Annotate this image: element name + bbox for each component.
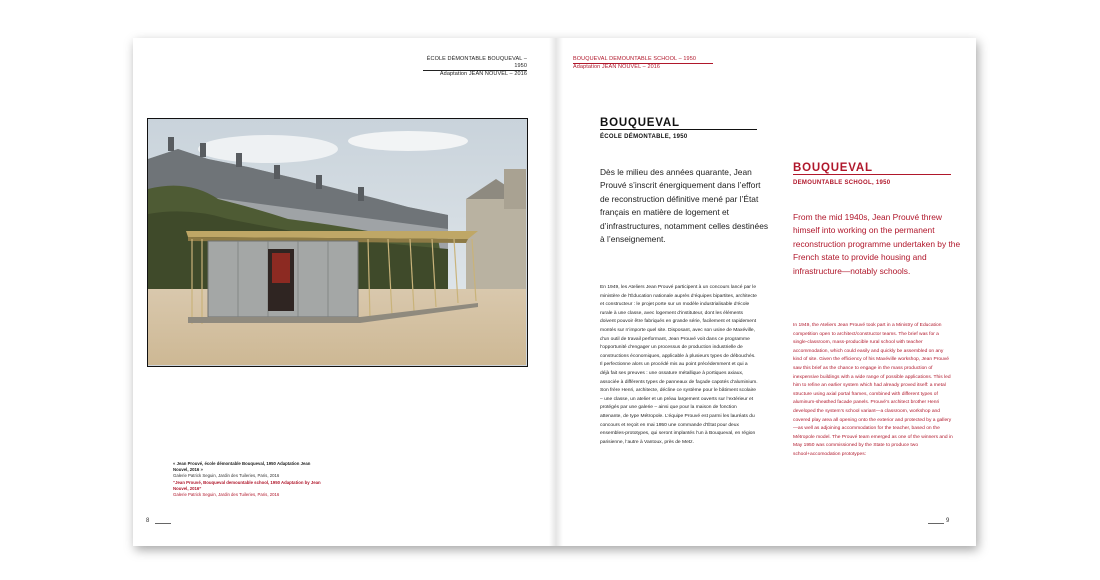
page-number-left-rule — [155, 523, 171, 524]
pavilion-photo-illustration — [148, 119, 526, 365]
running-head-right-suffix: DEMOUNTABLE SCHOOL – 1950 — [609, 56, 697, 62]
running-head-right — [573, 56, 713, 71]
running-head-left-line2: Adaptation JEAN NOUVEL – 2016 — [439, 71, 527, 77]
caption-french-credit: Galerie Patrick Seguin, Jardin des Tuileries, Paris, 2016 — [173, 473, 280, 479]
running-head-left-prefix: ÉCOLE DÉMONTABLE — [426, 56, 487, 62]
english-body-text: In 1949, the Ateliers Jean Prouvé took part in a Ministry of Education competition open to architect/constructor teams. The brief was for a single-classroom, mass-producible rural school with teacher accommodation, which could easily and quickly be assembled on any kind of site. Given the efficiency of his Maxéville workshop, Jean Prouvé saw this brief as the chance to engage in the mass production of inexpensive buildings with a wide range of possible applications. This led him to refine an earlier system which had already proved itself: a metal structure using axial portal frames, combined with different types of aluminum-sheathed facade panels. Prouvé’s architect brother Henri developed the system’s school variant—a classroom, workshop and covered play area all opening onto the exterior and protected by a gallery—as well as adjoining accommodation for the teacher, based on the Métropole model. The Prouvé team emerged as one of the winners and in May 1950 was commissioned by the State to produce two school+accomodation prototypes: — [793, 323, 953, 457]
pavilion-photo — [147, 118, 528, 367]
french-title-rule — [600, 129, 757, 130]
running-head-left — [423, 56, 527, 78]
caption-french-title: « Jean Prouvé, école démontable Bouqueval, 1950 Adaptation Jean Nouvel, 2016 » — [173, 461, 311, 473]
caption-english-title: “Jean Prouvé, Bouqueval demountable school, 1950 Adaptation by Jean Nouvel, 2016” — [173, 479, 321, 491]
french-title: BOUQUEVAL — [600, 117, 680, 129]
english-title-rule — [793, 174, 951, 175]
french-subtitle: ÉCOLE DÉMONTABLE, 1950 — [600, 134, 688, 140]
page-number-right: 9 — [946, 518, 950, 524]
page-number-right-rule — [928, 523, 944, 524]
photo-caption — [173, 461, 323, 498]
caption-english-credit: Galerie Patrick Seguin, Jardin des Tuileries, Paris, 2016 — [173, 492, 280, 498]
running-head-right-line2: Adaptation JEAN NOUVEL – 2016 — [573, 64, 661, 70]
french-lead-paragraph: Dès le milieu des années quarante, Jean Prouvé s’inscrit énergiquement dans l’effort de reconstruction définitive mené par l’État français en matière de logement et d’infrastructures, notamment celles destinées à l’enseignement. — [600, 167, 769, 245]
page-gutter — [549, 38, 563, 546]
book-spread — [133, 38, 976, 546]
french-body-text: En 1949, les Ateliers Jean Prouvé participent à un concours lancé par le ministère de l’Éducation nationale auprès d’équipes bipartites, architecte et constructeur : le projet porte sur un modèle industrialisable d’école rurale à une classe, avec logement d’instituteur, dont les éléments doivent pouvoir être fabriqués en grande série, facilement et rapidement montés sur n’importe quel site. Disposant, avec son usine de Maxéville, d’un outil de travail performant, Jean Prouvé voit dans ce programme l’opportunité d’engager un processus de production industrielle de constructions économiques, applicable à plusieurs types de débouchés. Il perfectionne alors un procédé mis au point précédemment et qui a déjà fait ses preuves : une ossature métallique à portiques axiaux, associée à différents types de panneaux de façade capotés d’aluminium. Son frère Henri, architecte, décline ce système pour le bâtiment scolaire – une classe, un atelier et un préau largement ouverts sur l’extérieur et protégés par une galerie – ainsi que pour la maison de fonction attenante, de type Métropole. L’équipe Prouvé est parmi les lauréats du concours et reçoit en mai 1950 une commande d’État pour deux ensembles-prototypes, qui seront implantés l’un à Bouqueval, en région parisienne, l’autre à Vantoux, près de Metz. — [600, 285, 758, 445]
running-head-left-name: BOUQUEVAL — [487, 56, 523, 62]
page-number-left: 8 — [146, 518, 150, 524]
english-lead-paragraph: From the mid 1940s, Jean Prouvé threw himself into working on the permanent reconstruction programme undertaken by the French state to provide housing and infrastructure—notably schools. — [793, 212, 961, 276]
running-head-left-year: – 1950 — [514, 56, 527, 69]
english-title: BOUQUEVAL — [793, 162, 873, 174]
english-subtitle: DEMOUNTABLE SCHOOL, 1950 — [793, 180, 891, 186]
running-head-right-name: BOUQUEVAL — [573, 56, 608, 62]
